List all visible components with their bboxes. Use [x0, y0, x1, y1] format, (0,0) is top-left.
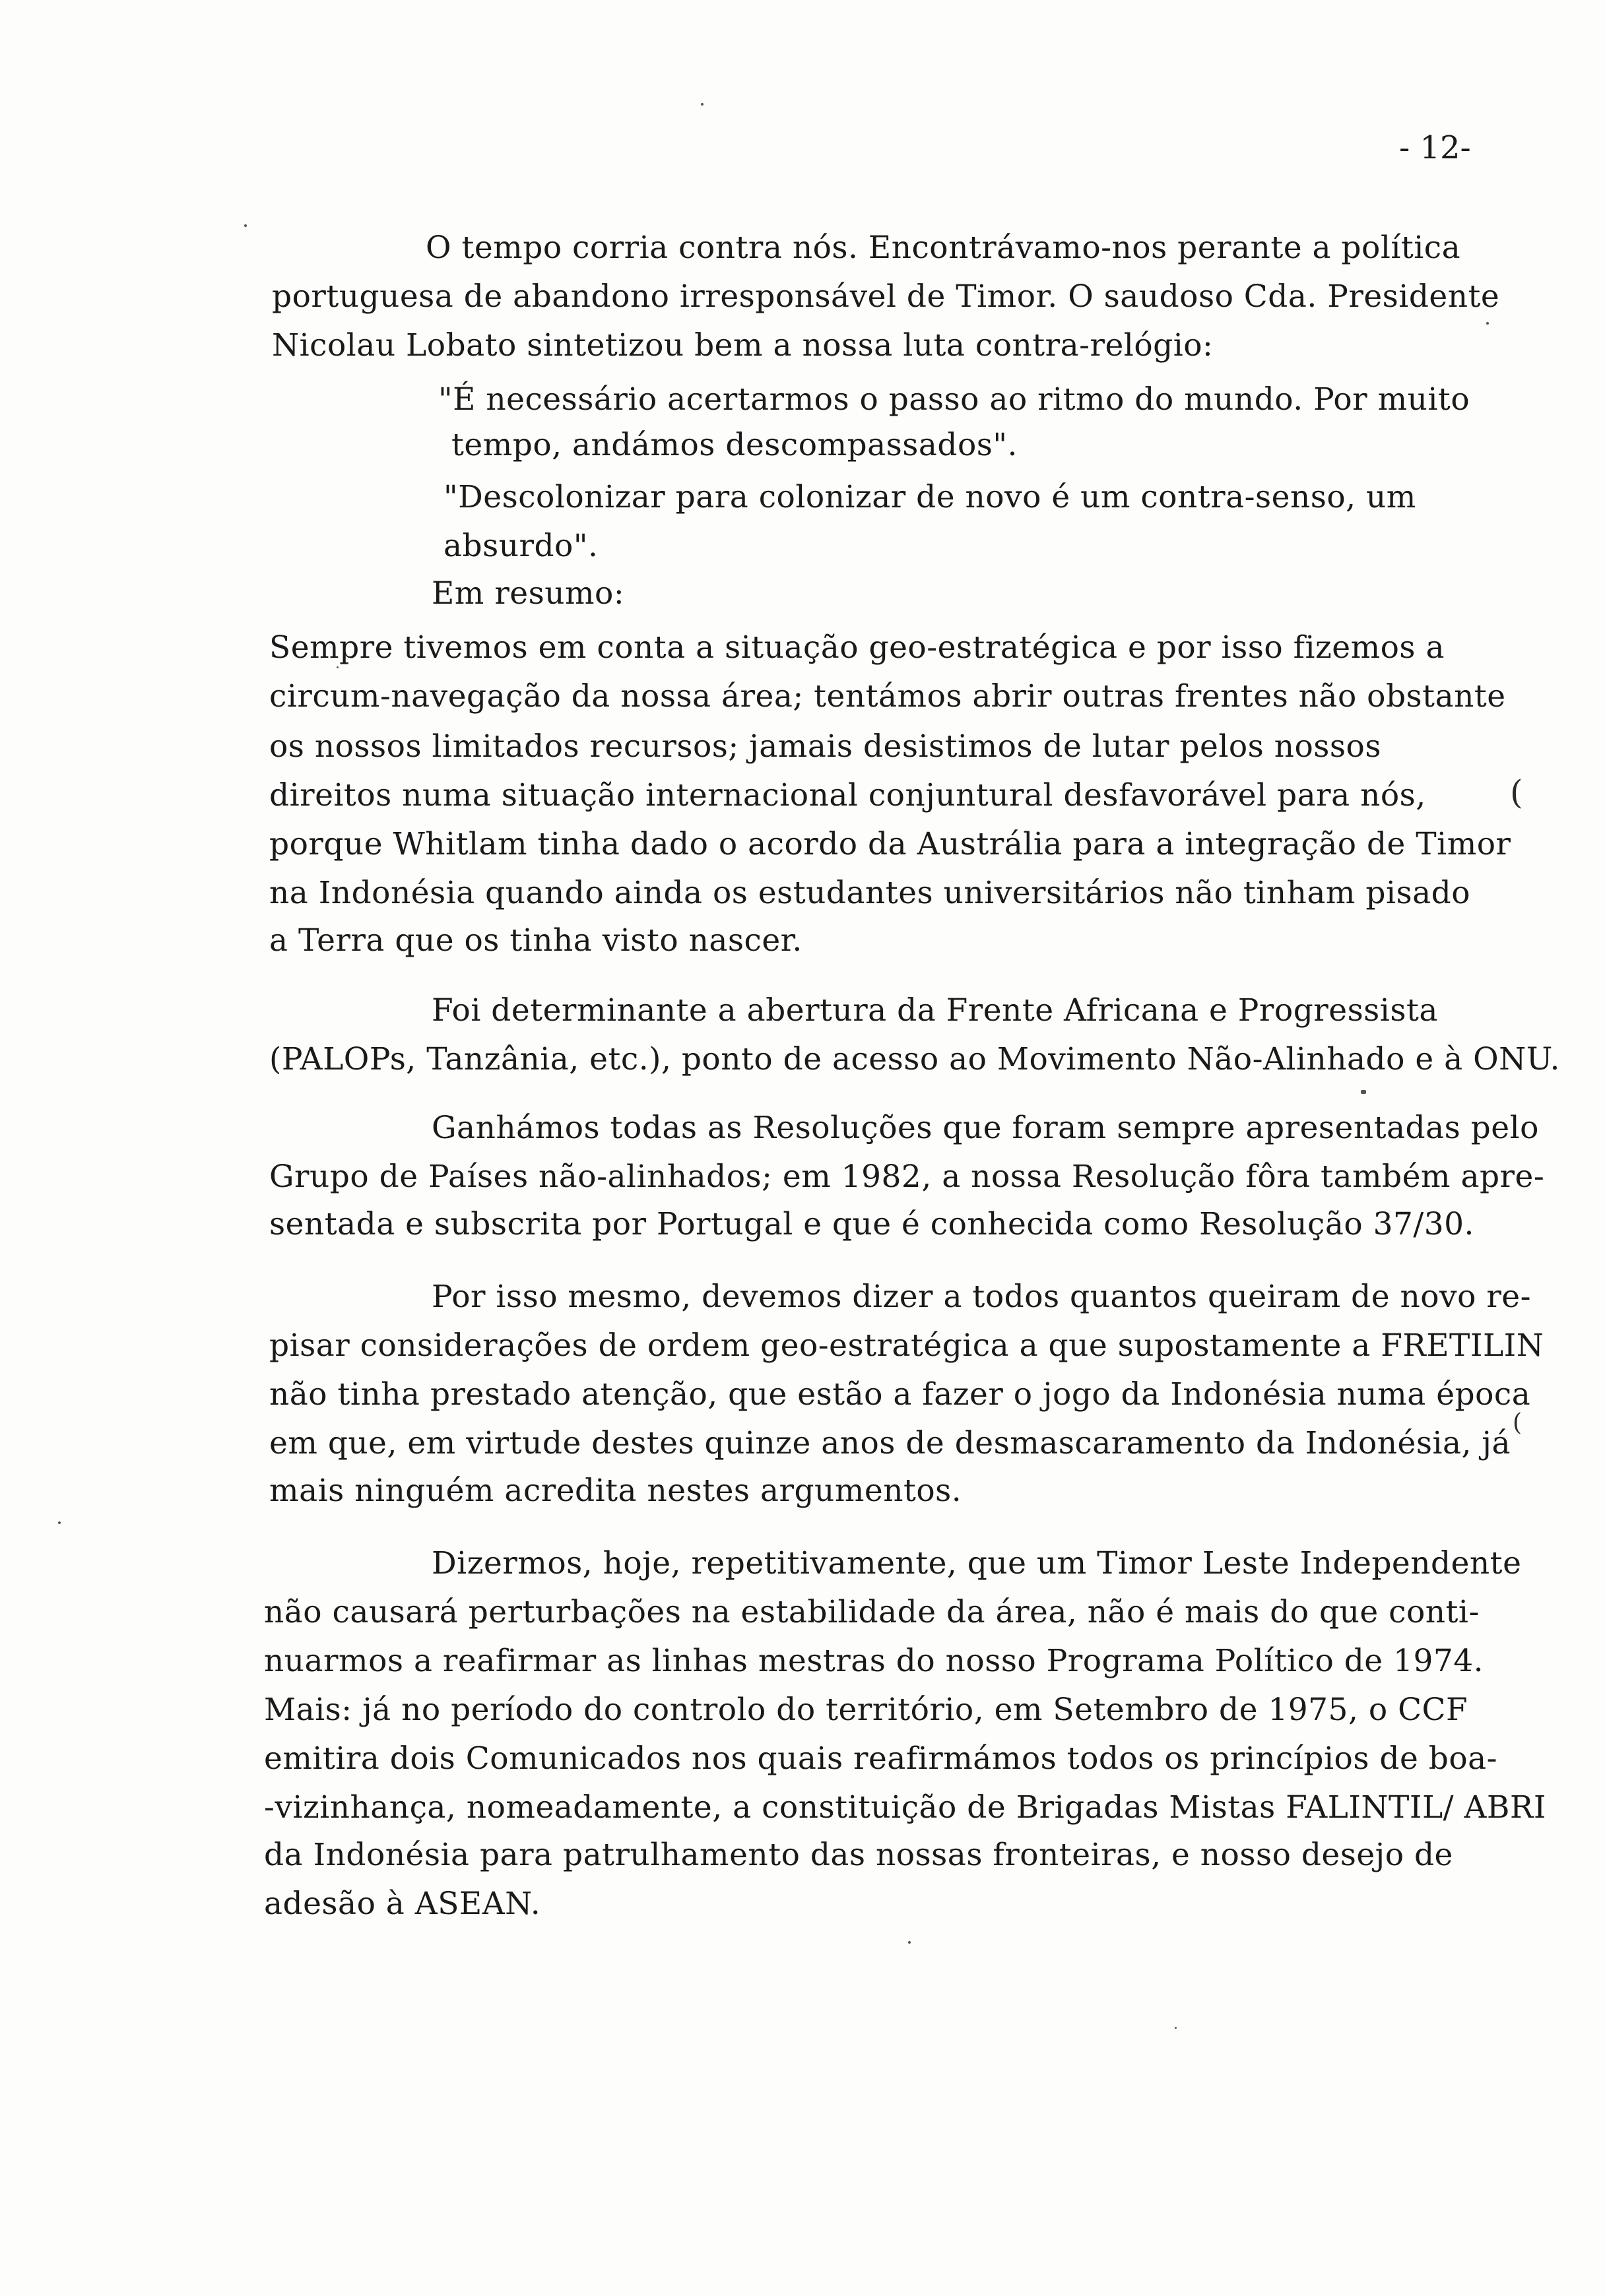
text-line: Grupo de Países não-alinhados; em 1982, a nossa Resolução fôra também apre- [269, 1159, 1545, 1195]
page-number: - 12- [1399, 129, 1471, 166]
text-line: sentada e subscrita por Portugal e que é conhecida como Resolução 37/30. [269, 1206, 1474, 1242]
text-line: portuguesa de abandono irresponsável de Timor. O saudoso Cda. Presidente [272, 278, 1500, 315]
section-label: Em resumo: [432, 575, 625, 612]
text-line: em que, em virtude destes quinze anos de desmascaramento da Indonésia, já [269, 1425, 1511, 1461]
quote-line: tempo, andámos descompassados". [451, 427, 1018, 463]
scan-speck [1486, 322, 1489, 325]
text-line: Dizermos, hoje, repetitivamente, que um Timor Leste Independente [432, 1545, 1522, 1581]
quote-line: "É necessário acertarmos o passo ao ritmo do mundo. Por muito [438, 381, 1470, 418]
scan-speck [701, 103, 704, 106]
text-line: porque Whitlam tinha dado o acordo da Austrália para a integração de Timor [269, 826, 1511, 862]
text-line: Mais: já no período do controlo do território, em Setembro de 1975, o CCF [264, 1692, 1468, 1728]
text-line: Nicolau Lobato sintetizou bem a nossa luta contra-relógio: [272, 327, 1214, 364]
scan-speck [58, 1521, 61, 1524]
text-line: adesão à ASEAN. [264, 1886, 541, 1922]
text-line: nuarmos a reafirmar as linhas mestras do nosso Programa Político de 1974. [264, 1643, 1484, 1679]
text-line: Ganhámos todas as Resoluções que foram sempre apresentadas pelo [432, 1110, 1539, 1146]
text-line: mais ninguém acredita nestes argumentos. [269, 1473, 962, 1509]
scan-speck [1361, 1090, 1366, 1094]
text-line: a Terra que os tinha visto nascer. [269, 922, 802, 959]
text-line: os nossos limitados recursos; jamais desistimos de lutar pelos nossos [269, 728, 1381, 765]
scan-speck [908, 1941, 911, 1944]
margin-parenthesis-mark: ( [1510, 773, 1523, 812]
text-line: pisar considerações de ordem geo-estratégica a que supostamente a FRETILIN [269, 1327, 1544, 1364]
text-line: Sempre tivemos em conta a situação geo-estratégica e por isso fizemos a [269, 629, 1445, 666]
scan-speck [1175, 2027, 1177, 2029]
text-line: na Indonésia quando ainda os estudantes universitários não tinham pisado [269, 875, 1471, 911]
text-line: (PALOPs, Tanzânia, etc.), ponto de acesso ao Movimento Não-Alinhado e à ONU. [269, 1041, 1560, 1077]
scan-speck [337, 666, 339, 668]
quote-line: absurdo". [443, 528, 599, 564]
text-line: não causará perturbações na estabilidade da área, não é mais do que conti- [264, 1594, 1480, 1630]
text-line: Foi determinante a abertura da Frente Africana e Progressista [432, 992, 1438, 1029]
text-line: circum-navegação da nossa área; tentámos abrir outras frentes não obstante [269, 678, 1506, 715]
scan-speck [244, 224, 247, 227]
margin-parenthesis-mark: ( [1513, 1409, 1523, 1436]
text-line: emitira dois Comunicados nos quais reafirmámos todos os princípios de boa- [264, 1740, 1498, 1777]
text-line: não tinha prestado atenção, que estão a fazer o jogo da Indonésia numa época [269, 1376, 1531, 1413]
quote-line: "Descolonizar para colonizar de novo é um contra-senso, um [443, 479, 1416, 515]
text-line: direitos numa situação internacional conjuntural desfavorável para nós, [269, 777, 1426, 813]
text-line: -vizinhança, nomeadamente, a constituição de Brigadas Mistas FALINTIL/ ABRI [264, 1789, 1546, 1826]
text-line: da Indonésia para patrulhamento das nossas fronteiras, e nosso desejo de [264, 1837, 1453, 1873]
text-line: Por isso mesmo, devemos dizer a todos quantos queiram de novo re- [432, 1279, 1532, 1315]
text-line: O tempo corria contra nós. Encontrávamo-nos perante a política [426, 230, 1461, 266]
